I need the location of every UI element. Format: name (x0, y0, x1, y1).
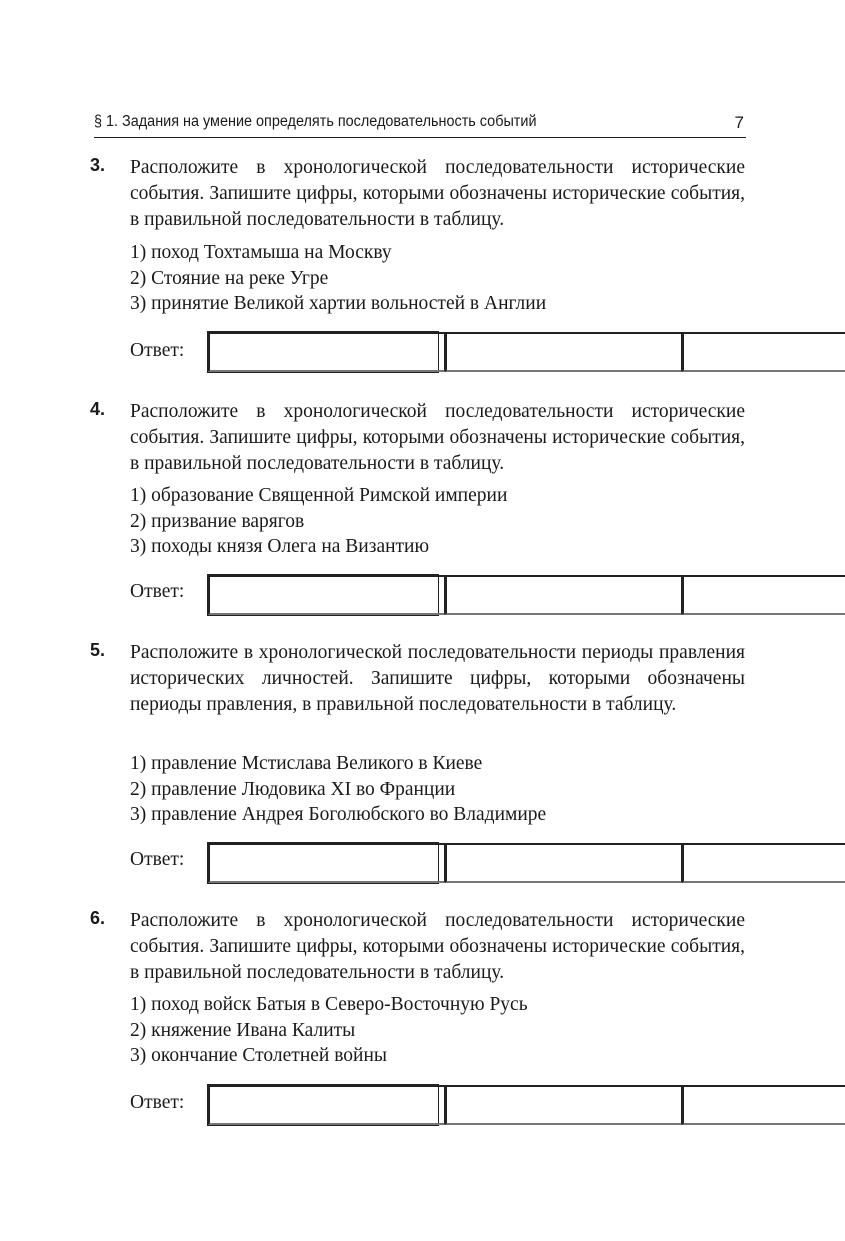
task-prompt: Расположите в хронологической последовательности исторические события. Запишите цифры, которыми обозначены исторические события, в правильной последовательности в таблицу. (130, 401, 745, 474)
options-list (130, 483, 507, 560)
task-number: 3. (90, 155, 106, 175)
answer-label: Ответ: (130, 849, 185, 870)
answer-table (207, 842, 439, 884)
option-item: 3) принятие Великой хартии вольностей в Англии (130, 293, 547, 314)
options-list (130, 992, 528, 1069)
answer-cell-3[interactable] (682, 1085, 845, 1125)
option-item: 1) поход Тохтамыша на Москву (130, 242, 392, 263)
answer-cell-2[interactable] (445, 1085, 682, 1125)
answer-cell-3[interactable] (682, 575, 845, 615)
page-number: 7 (734, 113, 744, 132)
answer-cell-1[interactable] (208, 1085, 445, 1125)
answer-table (207, 331, 439, 373)
options-list (130, 751, 546, 828)
answer-cell-3[interactable] (682, 843, 845, 883)
answer-cell-2[interactable] (445, 575, 682, 615)
task-prompt: Расположите в хронологической последовательности исторические события. Запишите цифры, которыми обозначены исторические события, в правильной последовательности в таблицу. (130, 910, 745, 983)
option-item: 2) княжение Ивана Калиты (130, 1019, 356, 1041)
answer-cell-2[interactable] (445, 843, 682, 883)
running-header (94, 113, 746, 138)
option-item: 1) образование Священной Римской империи (130, 485, 508, 506)
task-number: 4. (90, 399, 106, 419)
answer-cell-1[interactable] (208, 332, 445, 372)
option-item: 2) правление Людовика XI во Франции (130, 778, 456, 800)
option-item: 2) призвание варягов (130, 510, 305, 532)
option-item: 3) окончание Столетней войны (130, 1045, 388, 1066)
answer-label: Ответ: (130, 581, 185, 602)
task-number: 6. (90, 908, 106, 928)
answer-label: Ответ: (130, 1092, 185, 1113)
option-item: 3) походы князя Олега на Византию (130, 536, 430, 557)
option-item: 3) правление Андрея Боголюбского во Владимире (130, 804, 547, 825)
answer-table (207, 574, 439, 616)
options-list (130, 240, 546, 317)
option-item: 1) правление Мстислава Великого в Киеве (130, 753, 483, 774)
answer-label: Ответ: (130, 340, 185, 361)
section-title: § 1. Задания на умение определять последовательность событий (94, 113, 537, 130)
option-item: 1) поход войск Батыя в Северо-Восточную Русь (130, 994, 528, 1015)
answer-table (207, 1084, 439, 1126)
option-item: 2) Стояние на реке Угре (130, 267, 329, 289)
answer-cell-3[interactable] (682, 332, 845, 372)
answer-cell-1[interactable] (208, 843, 445, 883)
task-number: 5. (90, 640, 106, 660)
answer-cell-1[interactable] (208, 575, 445, 615)
task-prompt: Расположите в хронологической последовательности исторические события. Запишите цифры, которыми обозначены исторические события, в правильной последовательности в таблицу. (130, 157, 745, 230)
task-prompt: Расположите в хронологической последовательности периоды правления исторических личностей. Запишите цифры, которыми обозначены периоды правления, в правильной последовательности в таблицу. (130, 642, 745, 715)
answer-cell-2[interactable] (445, 332, 682, 372)
